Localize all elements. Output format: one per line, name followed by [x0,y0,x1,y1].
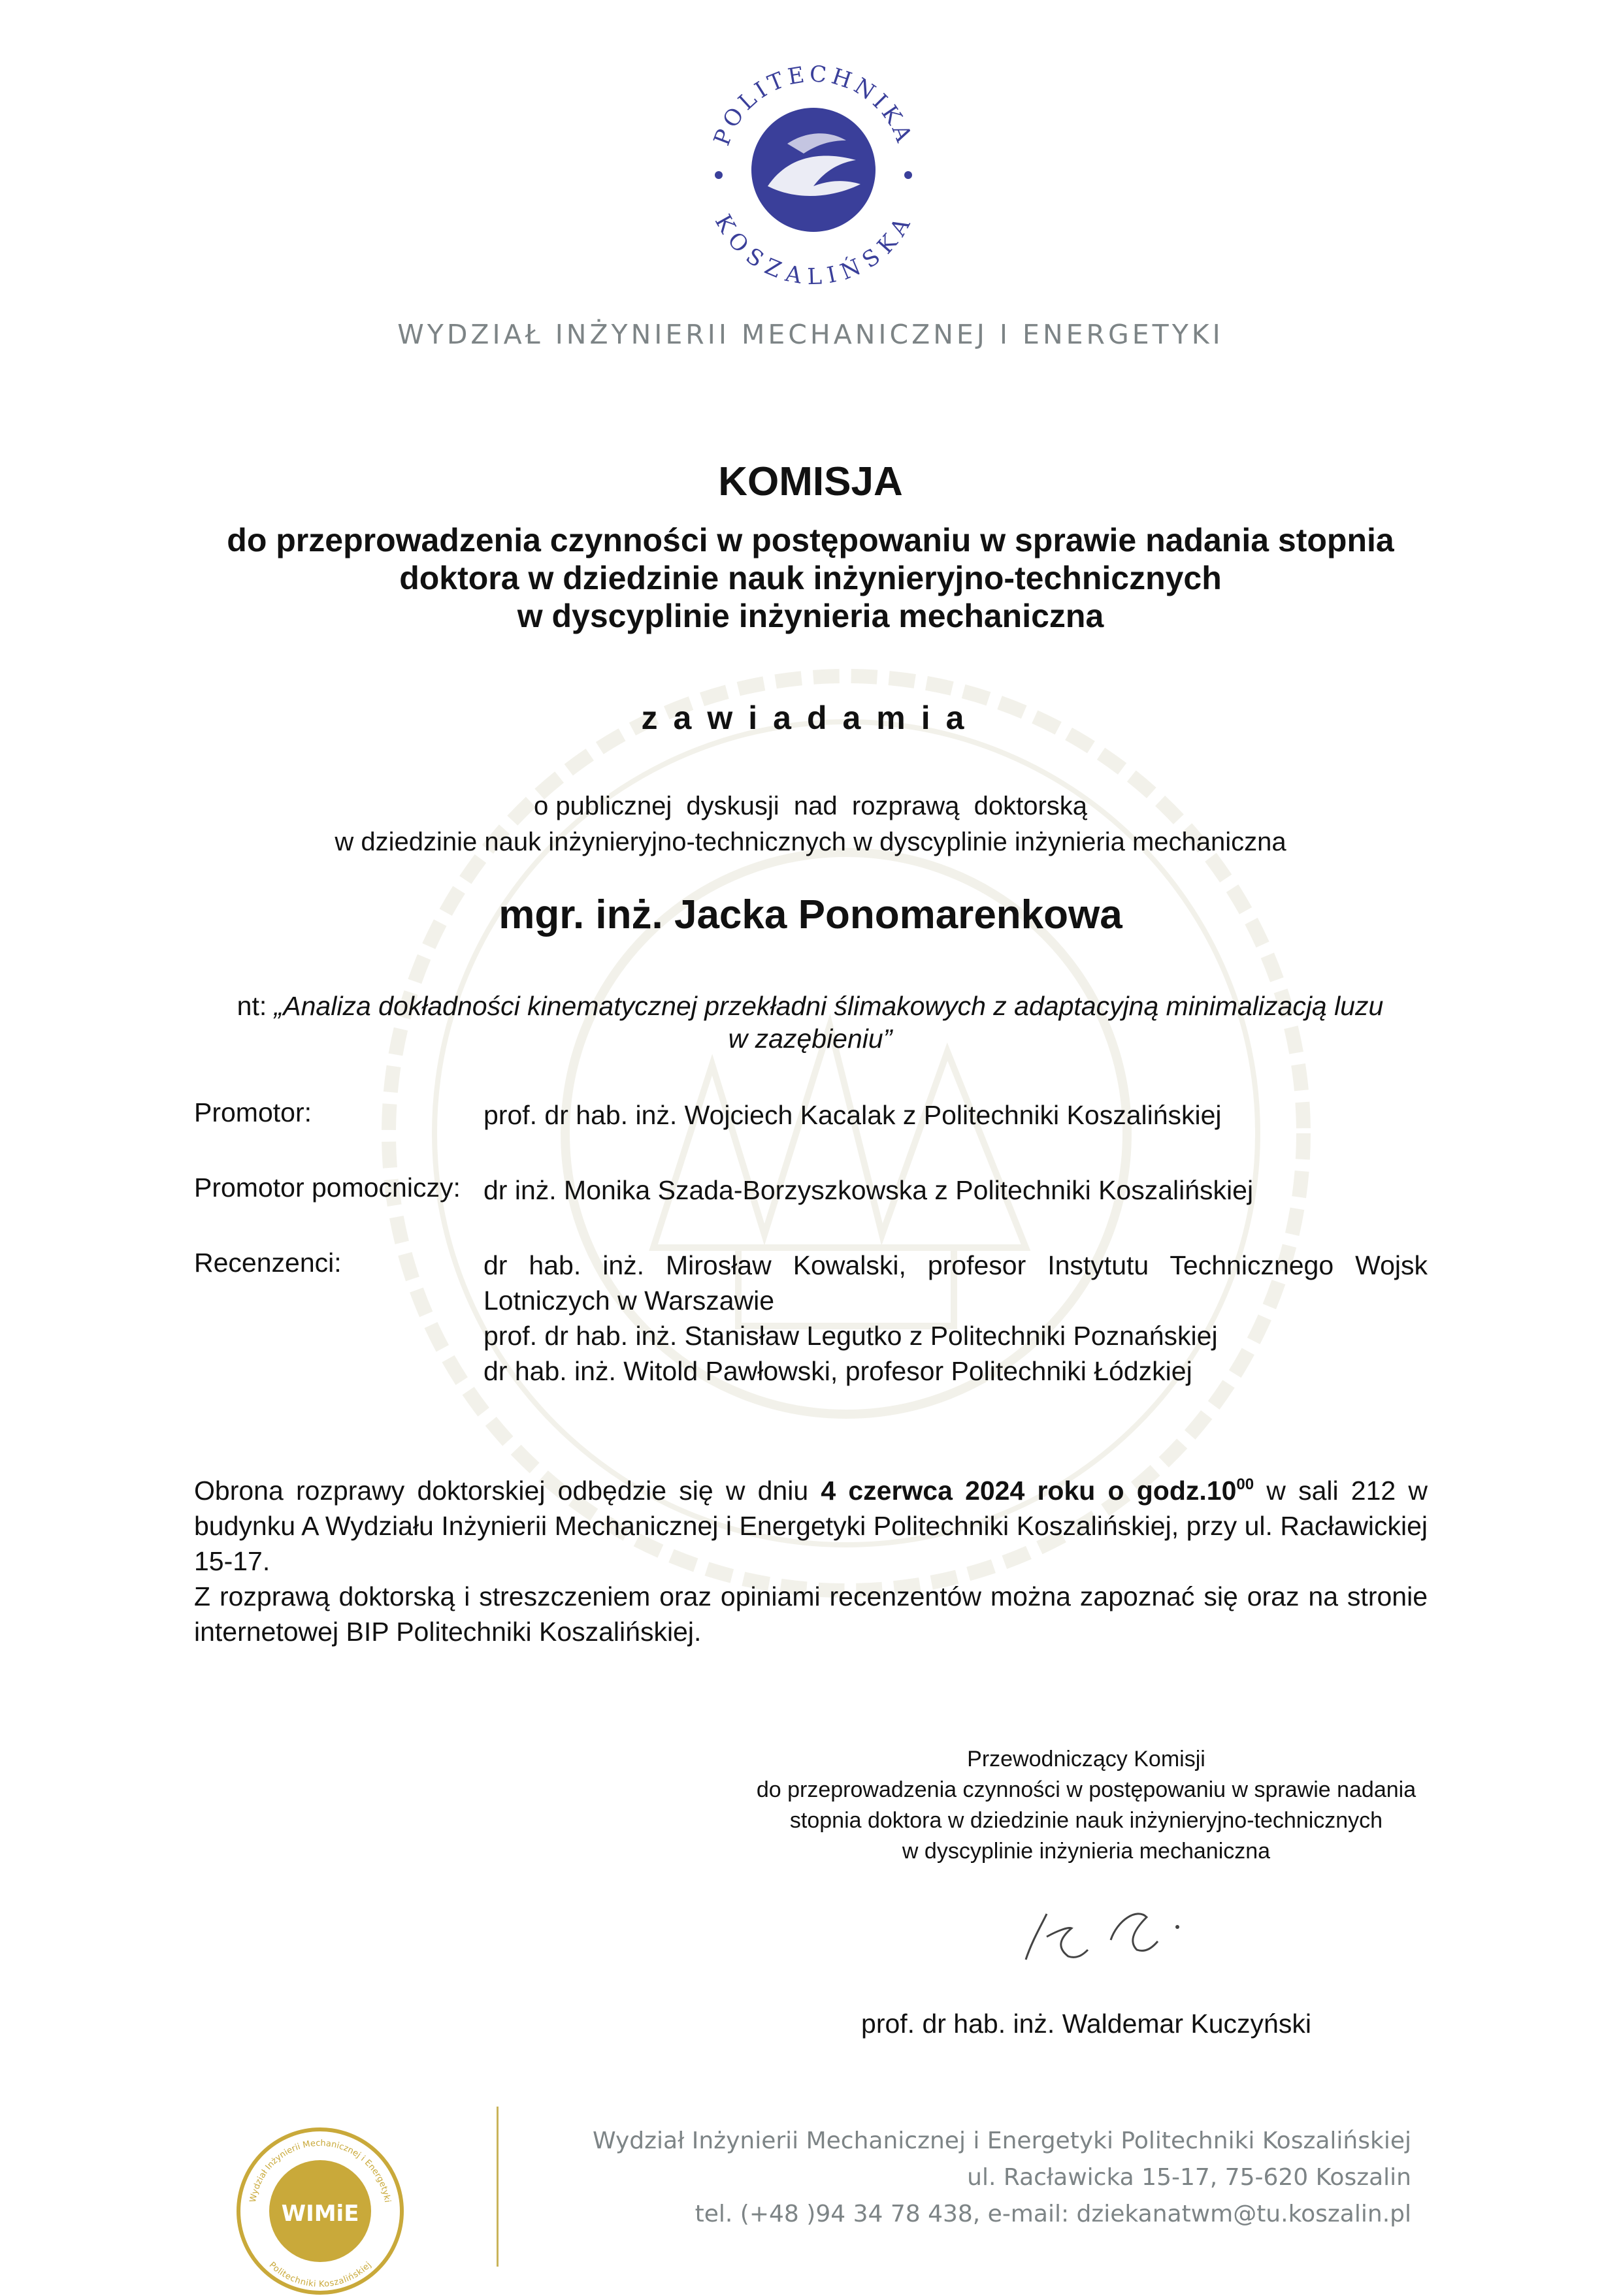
faculty-seal [235,2126,405,2296]
subtitle-line-2: doktora w dziedzinie nauk inżynieryjno-technicznych [399,560,1222,596]
reviewer-1: dr hab. inż. Mirosław Kowalski, profesor Instytutu Technicznego Wojsk Lotniczych w Warszawie [483,1250,1428,1316]
defense-info [194,1473,1428,1649]
university-logo [689,46,938,294]
defense-text-after: w sali 212 w budynku A Wydziału Inżynierii Mechanicznej i Energetyki Politechniki Koszalińskiej, przy ul. Racławickiej 15-17. [194,1476,1428,1576]
handwritten-signature [1006,1901,1202,1973]
thesis-prefix: nt: [237,991,274,1021]
seal-center-text: WIMiE [281,2201,359,2227]
chair-line-2: do przeprowadzenia czynności w postępowaniu w sprawie nadania [756,1777,1416,1802]
announce-line-2: w dziedzinie nauk inżynieryjno-technicznych w dyscyplinie inżynieria mechaniczna [335,828,1286,856]
announce-verb: zawiadamia [641,700,980,736]
footer-contact: tel. (+48 )94 34 78 438, e-mail: dziekanatwm@tu.koszalin.pl [695,2201,1411,2227]
footer-address [562,2123,1411,2233]
assistant-promotor-name: dr inż. Monika Szada-Borzyszkowska z Politechniki Koszalińskiej [483,1175,1254,1205]
logo-text-bottom: KOSZALIŃSKA [709,210,918,291]
reviewer-2: prof. dr hab. inż. Stanisław Legutko z Politechniki Poznańskiej [483,1321,1218,1351]
promotor-name: prof. dr hab. inż. Wojciech Kacalak z Politechniki Koszalińskiej [483,1100,1222,1130]
reviewers-label: Recenzenci: [194,1248,342,1278]
document-subtitle [0,521,1621,635]
defense-time-minutes: 00 [1236,1476,1254,1493]
thesis-title-line-1: „Analiza dokładności kinematycznej przekładni ślimakowych z adaptacyjną minimalizacją luzu [274,991,1384,1021]
chair-line-1: Przewodniczący Komisji [967,1747,1205,1771]
reviewers-list [483,1248,1428,1389]
candidate-name: mgr. inż. Jacka Ponomarenkowa [499,892,1122,937]
promotor-label: Promotor: [194,1097,312,1127]
reviewer-3: dr hab. inż. Witold Pawłowski, profesor Politechniki Łódzkiej [483,1356,1192,1386]
announce-text [0,788,1621,860]
chair-block [732,1744,1441,1867]
footer-divider [497,2107,499,2267]
thesis-title-line-2: w zazębieniu” [728,1024,892,1054]
assistant-promotor-label: Promotor pomocniczy: [194,1172,461,1203]
footer-street: ul. Racławicka 15-17, 75-620 Koszalin [967,2164,1411,2191]
announce-line-1: o publicznej dyskusji nad rozprawą doktorską [533,792,1088,820]
subtitle-line-3: w dyscyplinie inżynieria mechaniczna [517,598,1104,634]
chair-line-4: w dyscyplinie inżynieria mechaniczna [902,1839,1271,1864]
chair-name: prof. dr hab. inż. Waldemar Kuczyński [861,2009,1311,2039]
defense-date: 4 czerwca 2024 roku o godz.10 [821,1476,1237,1506]
seal-text-top: Wydział Inżynierii Mechanicznej i Energetyki [248,2138,393,2204]
defense-text-before: Obrona rozprawy doktorskiej odbędzie się w dniu [194,1476,821,1506]
defense-documents-info: Z rozprawą doktorską i streszczeniem oraz opiniami recenzentów można zapoznać się oraz na stronie internetowej BIP Politechniki Koszalińskiej. [194,1581,1428,1647]
footer-faculty-name: Wydział Inżynierii Mechanicznej i Energetyki Politechniki Koszalińskiej [592,2127,1411,2154]
subtitle-line-1: do przeprowadzenia czynności w postępowaniu w sprawie nadania stopnia [227,522,1394,558]
logo-text-top: POLITECHNIKA [708,61,919,150]
thesis-title [196,990,1424,1055]
faculty-header: WYDZIAŁ INŻYNIERII MECHANICZNEJ I ENERGETYKI [397,319,1224,350]
document-heading: KOMISJA [718,459,903,504]
seal-text-bottom: Politechniki Koszalińskiej [267,2260,374,2289]
chair-line-3: stopnia doktora w dziedzinie nauk inżynieryjno-technicznych [789,1808,1383,1833]
